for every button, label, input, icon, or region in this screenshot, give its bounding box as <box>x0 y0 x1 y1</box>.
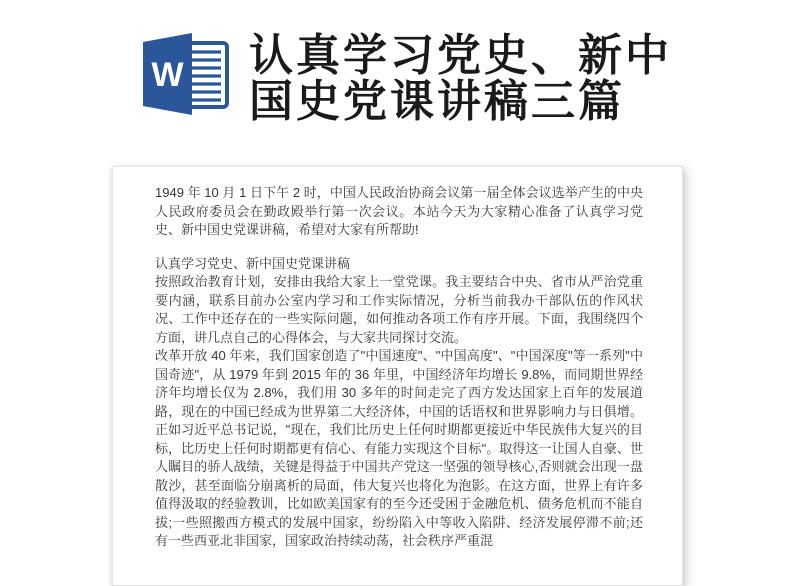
page-title <box>249 33 672 125</box>
section-title: 认真学习党史、新中国史党课讲稿 <box>155 255 351 271</box>
word-letter-w: W <box>151 56 184 94</box>
document-preview-page <box>112 166 683 586</box>
word-icon <box>143 33 229 115</box>
word-doc-lines-icon <box>191 52 221 100</box>
document-header <box>143 33 672 125</box>
paragraph-intro: 1949 年 10 月 1 日下午 2 时，中国人民政治协商会议第一届全体会议选举产生的中央人民政府委员会在勤政殿举行第一次会议。本站今天为大家精心准备了认真学习党史、新中国史党课讲稿，希望对大家有所帮助! <box>155 185 643 237</box>
page-title-line-1: 认真学习党史、新中 <box>249 31 672 80</box>
paragraph-lecture-intro: 按照政治教育计划，安排由我给大家上一堂党课。我主要结合中央、省市从严治党重要内涵，联系目前办公室内学习和工作实际情况，分析当前我办干部队伍的作风状况、工作中还存在的一些实际问题，如何推动各项工作有序开展。下面，我围绕四个方面，讲几点自己的心得体会，与大家共同探讨交流。 <box>155 274 643 345</box>
paragraph-reform-history: 改革开放 40 年来，我们国家创造了"中国速度"、"中国高度"、"中国深度"等一系列"中国奇迹"，从 1979 年到 2015 年的 36 年里，中国经济年均增长 9.8%，而同期世界经济年均增长仅为 2.8%，我们用 30 多年的时间走完了西方发达国家上百年的发展道路，现在的中国已经成为世界第二大经济体，中国的话语权和世界影响力与日俱增。正如习近平总书记说，"现在，我们比历史上任何时期都更接近中华民族伟大复兴的目标，比历史上任何时期都更有信心、有能力实现这个目标"。取得这一让国人自豪、世人瞩目的骄人战绩，关键是得益于中国共产党这一坚强的领导核心,否则就会出现一盘散沙，甚至面临分崩离析的局面，伟大复兴也将化为泡影。在这方面，世界上有许多值得汲取的经验教训，比如欧美国家有的至今还受困于金融危机、债务危机而不能自拔;一些照搬西方模式的发展中国家，纷纷陷入中等收入陷阱、经济发展停滞不前;还有一些西亚北非国家，国家政治持续动荡，社会秩序严重混 <box>155 348 643 548</box>
page-title-line-2: 国史党课讲稿三篇 <box>249 77 625 126</box>
